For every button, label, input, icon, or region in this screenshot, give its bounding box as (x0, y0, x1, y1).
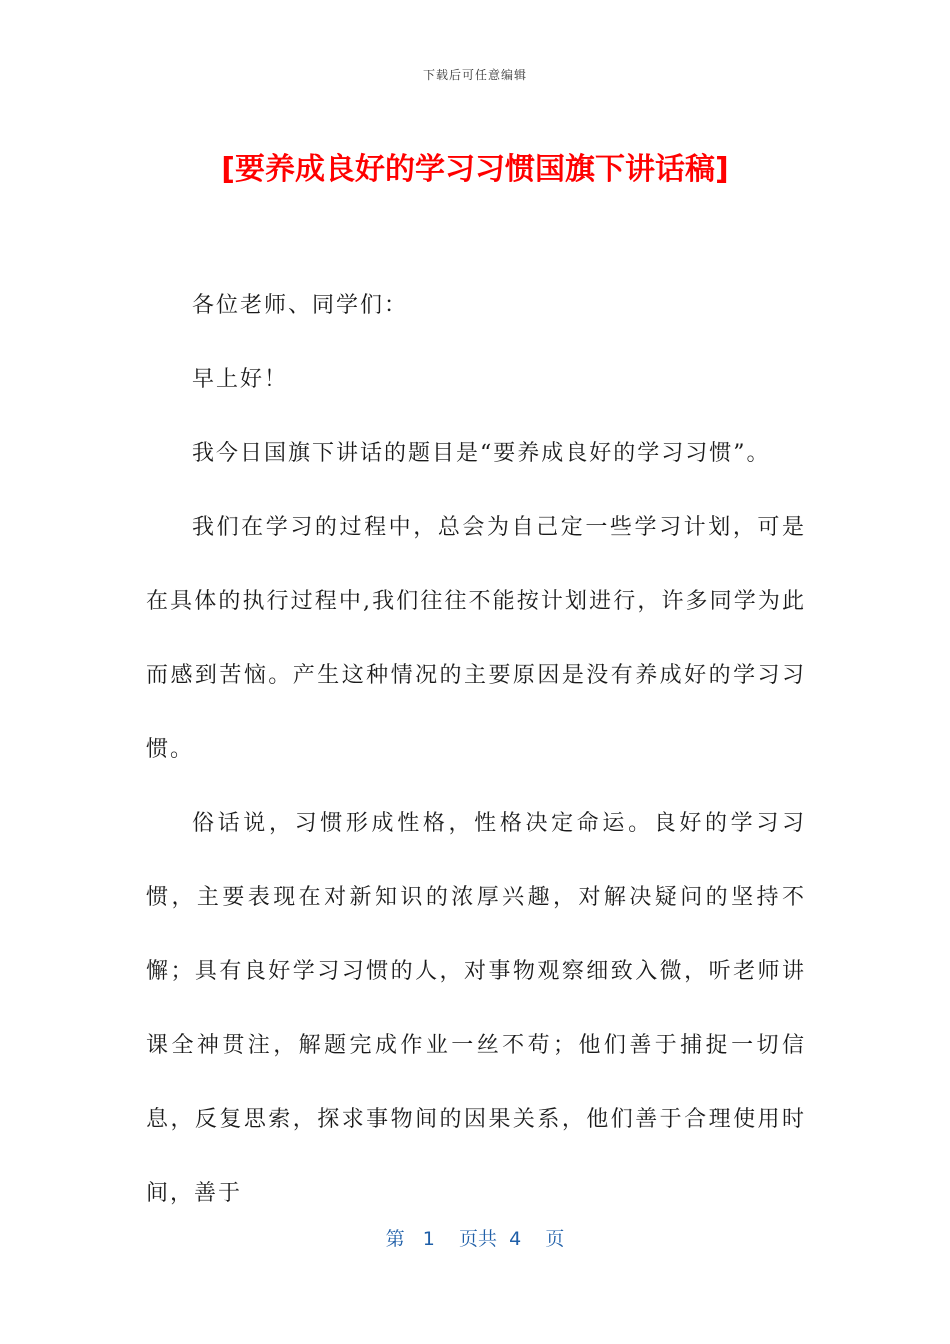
footer-pages-label: 页 (545, 1228, 565, 1250)
paragraph-greeting: 早上好！ (192, 367, 289, 392)
paragraph-habits: 俗话说，习惯形成性格，性格决定命运。良好的学习习惯，主要表现在对新知识的浓厚兴趣，对解决疑问的坚持不懈；具有良好学习习惯的人，对事物观察细致入微，听老师讲课全神贯注，解题完成作业一丝不苟；他们善于捕捉一切信息，反复思索，探求事物间的因果关系，他们善于合理使用时间，善于 (146, 811, 806, 1206)
paragraph-topic: 我今日国旗下讲话的题目是“要养成良好的学习习惯”。 (192, 441, 771, 466)
document-title: [要养成良好的学习习惯国旗下讲话稿] (221, 152, 729, 187)
paragraph-salutation: 各位老师、同学们： (192, 293, 409, 318)
footer-current-page: 1 (422, 1228, 435, 1250)
header-note: 下载后可任意编辑 (422, 68, 527, 82)
footer-page-label: 第 (385, 1228, 405, 1250)
paragraph-problem: 我们在学习的过程中，总会为自己定一些学习计划，可是在具体的执行过程中,我们往往不能按计划进行，许多同学为此而感到苦恼。产生这种情况的主要原因是没有养成好的学习习惯。 (146, 515, 806, 762)
footer-of-label: 页共 (459, 1228, 498, 1250)
footer-total-pages: 4 (509, 1228, 522, 1250)
document-body (146, 269, 806, 1231)
page-footer (0, 1224, 950, 1251)
